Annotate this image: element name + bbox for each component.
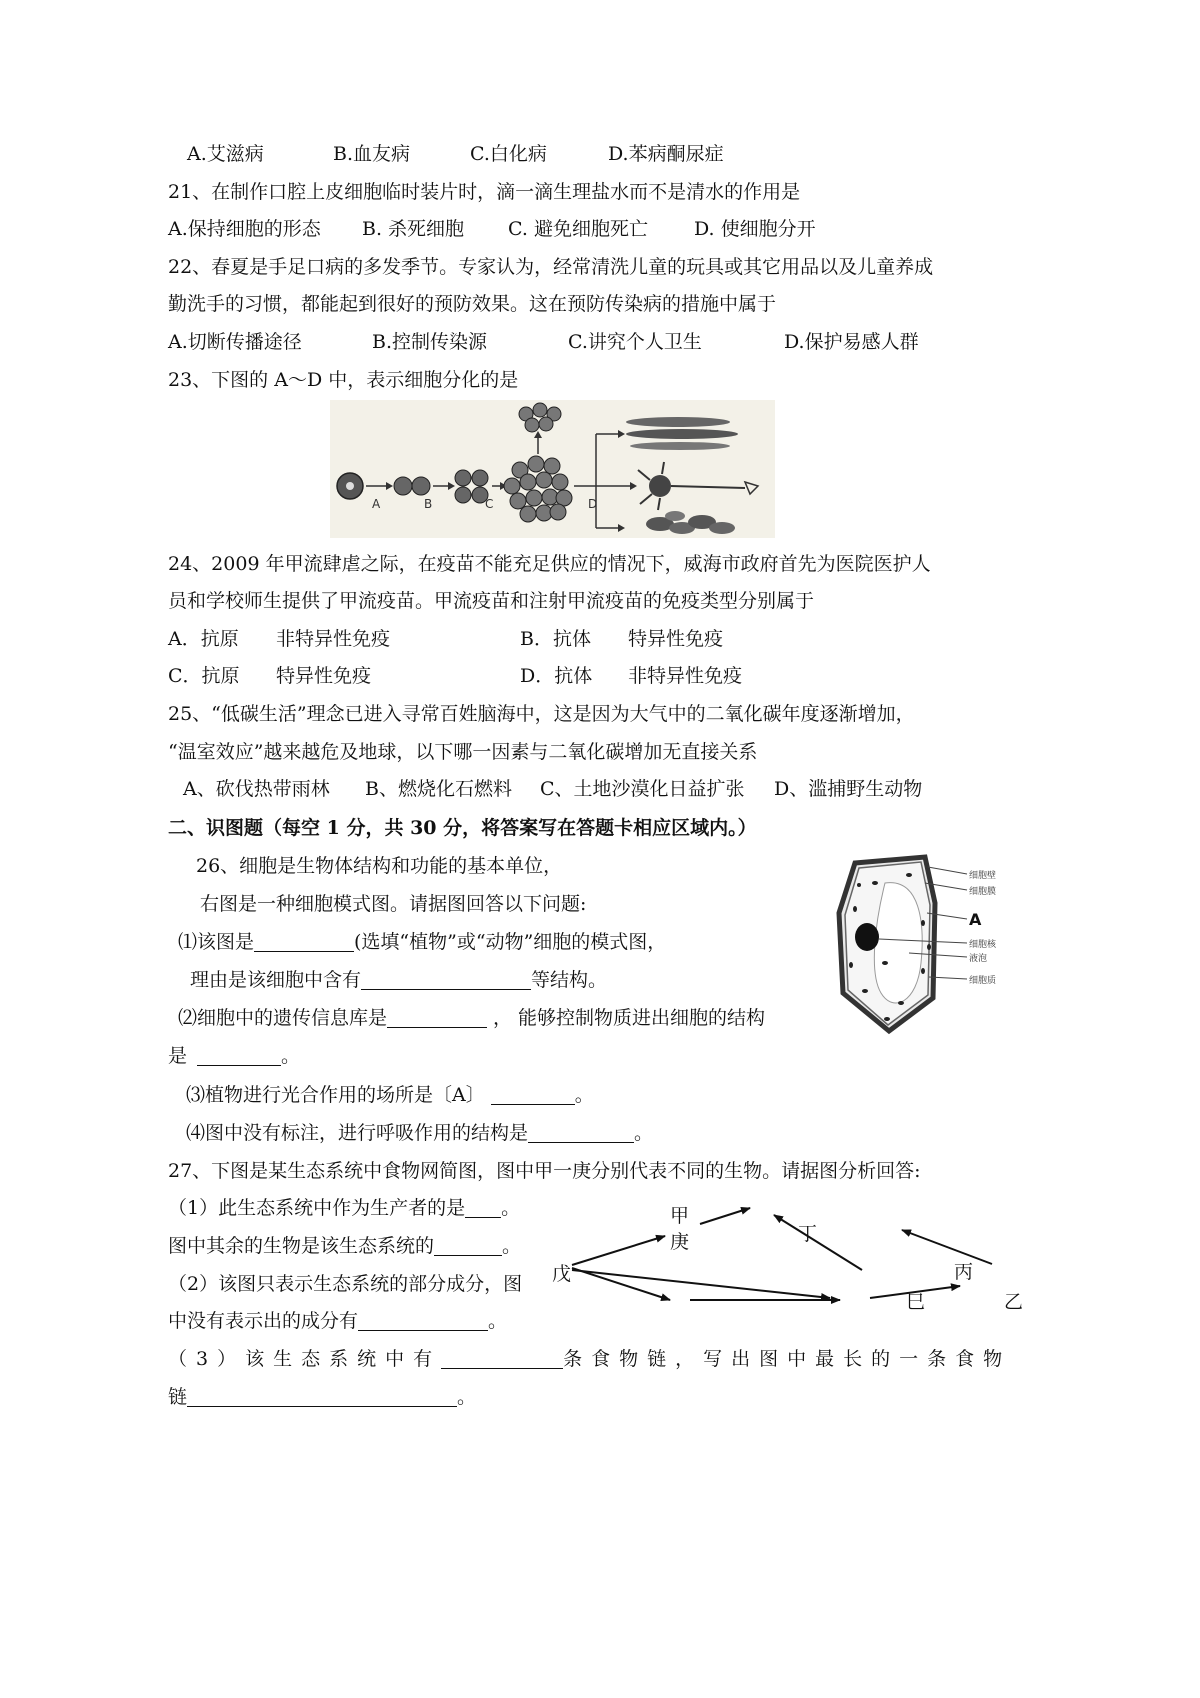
web-label-si: 巳 bbox=[906, 1291, 926, 1313]
q26-blank-6[interactable] bbox=[528, 1122, 634, 1143]
web-label-ding: 丁 bbox=[798, 1223, 818, 1245]
figure-label-c: C bbox=[485, 497, 494, 511]
q21-stem: 21、在制作口腔上皮细胞临时装片时，滴一滴生理盐水而不是清水的作用是 bbox=[168, 181, 801, 203]
q27-part3-line2 bbox=[168, 1384, 476, 1410]
q24-option-c-type: 特异性免疫 bbox=[276, 665, 372, 687]
q24-stem-line2: 员和学校师生提供了甲流疫苗。甲流疫苗和注射甲流疫苗的免疫类型分别属于 bbox=[168, 590, 815, 612]
q22-stem-line1: 22、春夏是手足口病的多发季节。专家认为，经常清洗儿童的玩具或其它用品以及儿童养成 bbox=[168, 256, 934, 278]
q26-part1-text-b: (选填“植物”或“动物”细胞的模式图， bbox=[354, 931, 667, 953]
q27-part1-text-d: 。 bbox=[502, 1235, 522, 1257]
cell-label-membrane: 细胞膜 bbox=[969, 887, 997, 897]
q26-part2-line1 bbox=[178, 1005, 765, 1031]
q25-option-a: A、砍伐热带雨林 bbox=[183, 778, 330, 800]
q21-option-a: A.保持细胞的形态 bbox=[168, 218, 321, 240]
q26-part2-text-b: ， 能够控制物质进出细胞的结构 bbox=[493, 1007, 766, 1029]
cell-differentiation-figure bbox=[330, 400, 775, 538]
q26-part1-line1 bbox=[178, 929, 666, 955]
q27-part2-line2 bbox=[168, 1308, 507, 1334]
q27-part1-text-a: （1）此生态系统中作为生产者的是 bbox=[168, 1197, 466, 1219]
section2-title: 二、识图题（每空 1 分，共 30 分，将答案写在答题卡相应区域内。） bbox=[168, 817, 757, 839]
q27-blank-2[interactable] bbox=[434, 1235, 502, 1256]
q26-part4-text-a: ⑷图中没有标注，进行呼吸作用的结构是 bbox=[186, 1122, 529, 1144]
q24-option-d-type: 非特异性免疫 bbox=[628, 665, 743, 687]
q26-part3 bbox=[186, 1082, 594, 1108]
q26-blank-2[interactable] bbox=[361, 969, 531, 990]
q26-blank-5[interactable] bbox=[491, 1084, 575, 1105]
q27-blank-4[interactable] bbox=[441, 1348, 563, 1369]
q26-part4 bbox=[186, 1120, 653, 1146]
q25-stem-line2: “温室效应”越来越危及地球，以下哪一因素与二氧化碳增加无直接关系 bbox=[168, 741, 758, 763]
q26-part2-text-a: ⑵细胞中的遗传信息库是 bbox=[178, 1007, 388, 1029]
q20-option-a: A.艾滋病 bbox=[187, 143, 264, 165]
plant-cell-diagram bbox=[825, 853, 1025, 1038]
q26-intro-line1: 26、细胞是生物体结构和功能的基本单位， bbox=[196, 855, 563, 877]
q22-option-d: D.保护易感人群 bbox=[784, 331, 919, 353]
q26-part1-line2 bbox=[190, 967, 607, 993]
q24-option-d-letter: D．抗体 bbox=[520, 665, 593, 687]
q27-part3-line1 bbox=[168, 1346, 1011, 1372]
q25-option-b: B、燃烧化石燃料 bbox=[365, 778, 512, 800]
q20-option-c: C.白化病 bbox=[470, 143, 547, 165]
q27-part1-line1 bbox=[168, 1195, 520, 1221]
web-label-yi: 乙 bbox=[1004, 1291, 1024, 1313]
q21-option-d: D. 使细胞分开 bbox=[694, 218, 816, 240]
q26-part1-text-c: 理由是该细胞中含有 bbox=[190, 969, 362, 991]
q26-part3-text-b: 。 bbox=[574, 1084, 594, 1106]
cell-label-wall: 细胞壁 bbox=[969, 871, 997, 881]
q26-part2-line2 bbox=[168, 1043, 300, 1069]
q27-blank-1[interactable] bbox=[465, 1197, 501, 1218]
q26-part1-text-a: ⑴该图是 bbox=[178, 931, 255, 953]
q27-part3-text-a: （3）该生态系统中有 bbox=[168, 1348, 442, 1370]
q27-part3-text-c: 链 bbox=[168, 1386, 188, 1408]
q24-stem-line1: 24、2009 年甲流肆虐之际，在疫苗不能充足供应的情况下，威海市政府首先为医院医护人 bbox=[168, 553, 931, 575]
figure-label-b: B bbox=[424, 497, 433, 511]
q21-option-c: C. 避免细胞死亡 bbox=[508, 218, 648, 240]
q23-stem: 23、下图的 A～D 中，表示细胞分化的是 bbox=[168, 369, 519, 391]
q24-option-b-type: 特异性免疫 bbox=[628, 628, 724, 650]
cell-label-a: A bbox=[969, 910, 982, 929]
cell-label-cytoplasm: 细胞质 bbox=[969, 976, 997, 986]
q27-part2-line1: （2）该图只表示生态系统的部分成分，图 bbox=[168, 1273, 523, 1295]
q24-option-c-letter: C．抗原 bbox=[168, 665, 240, 687]
q26-blank-4[interactable] bbox=[197, 1045, 281, 1066]
web-label-jia: 甲 bbox=[670, 1205, 690, 1227]
q26-blank-3[interactable] bbox=[387, 1007, 487, 1028]
q26-part2-text-c: 是 bbox=[168, 1045, 188, 1067]
q22-option-a: A.切断传播途径 bbox=[168, 331, 302, 353]
q27-part2-text-c: 。 bbox=[488, 1310, 508, 1332]
q27-part1-text-c: 图中其余的生物是该生态系统的 bbox=[168, 1235, 435, 1257]
q24-option-a-letter: A．抗原 bbox=[168, 628, 239, 650]
q24-option-b-letter: B．抗体 bbox=[520, 628, 591, 650]
figure-label-a: A bbox=[372, 497, 381, 511]
q22-stem-line2: 勤洗手的习惯，都能起到很好的预防效果。这在预防传染病的措施中属于 bbox=[168, 293, 777, 315]
q27-part3-text-d: 。 bbox=[457, 1386, 477, 1408]
cell-label-nucleus: 细胞核 bbox=[969, 940, 997, 950]
q26-blank-1[interactable] bbox=[254, 931, 354, 952]
q27-stem: 27、下图是某生态系统中食物网简图，图中甲一庚分别代表不同的生物。请据图分析回答: bbox=[168, 1160, 921, 1182]
q25-option-c: C、土地沙漠化日益扩张 bbox=[540, 778, 745, 800]
web-label-geng: 庚 bbox=[670, 1231, 690, 1253]
q20-option-d: D.苯病酮尿症 bbox=[608, 143, 724, 165]
q26-part3-text-a: ⑶植物进行光合作用的场所是〔A〕 bbox=[186, 1084, 485, 1106]
q27-part2-text-b: 中没有表示出的成分有 bbox=[168, 1310, 359, 1332]
q22-option-c: C.讲究个人卫生 bbox=[568, 331, 702, 353]
figure-label-d: D bbox=[588, 497, 598, 511]
q25-stem-line1: 25、“低碳生活”理念已进入寻常百姓脑海中，这是因为大气中的二氧化碳年度逐渐增加， bbox=[168, 703, 915, 725]
q27-part1-text-b: 。 bbox=[501, 1197, 521, 1219]
q27-blank-3[interactable] bbox=[358, 1310, 488, 1331]
cell-label-vacuole: 液泡 bbox=[969, 954, 988, 964]
food-web-diagram bbox=[540, 1190, 1040, 1320]
q20-option-b: B.血友病 bbox=[333, 143, 411, 165]
q26-part2-text-d: 。 bbox=[281, 1045, 301, 1067]
q27-blank-5[interactable] bbox=[187, 1386, 457, 1407]
q27-part1-line2 bbox=[168, 1233, 521, 1259]
q27-part3-text-b: 条食物链，写出图中最长的一条食物 bbox=[563, 1348, 1012, 1370]
q26-intro-line2: 右图是一种细胞模式图。请据图回答以下问题: bbox=[200, 893, 587, 915]
q21-option-b: B. 杀死细胞 bbox=[362, 218, 465, 240]
web-label-wu: 戊 bbox=[552, 1263, 572, 1285]
q26-part4-text-b: 。 bbox=[634, 1122, 654, 1144]
q25-option-d: D、滥捕野生动物 bbox=[774, 778, 923, 800]
web-label-bing: 丙 bbox=[954, 1261, 974, 1283]
q22-option-b: B.控制传染源 bbox=[372, 331, 488, 353]
q24-option-a-type: 非特异性免疫 bbox=[276, 628, 391, 650]
q26-part1-text-d: 等结构。 bbox=[531, 969, 608, 991]
